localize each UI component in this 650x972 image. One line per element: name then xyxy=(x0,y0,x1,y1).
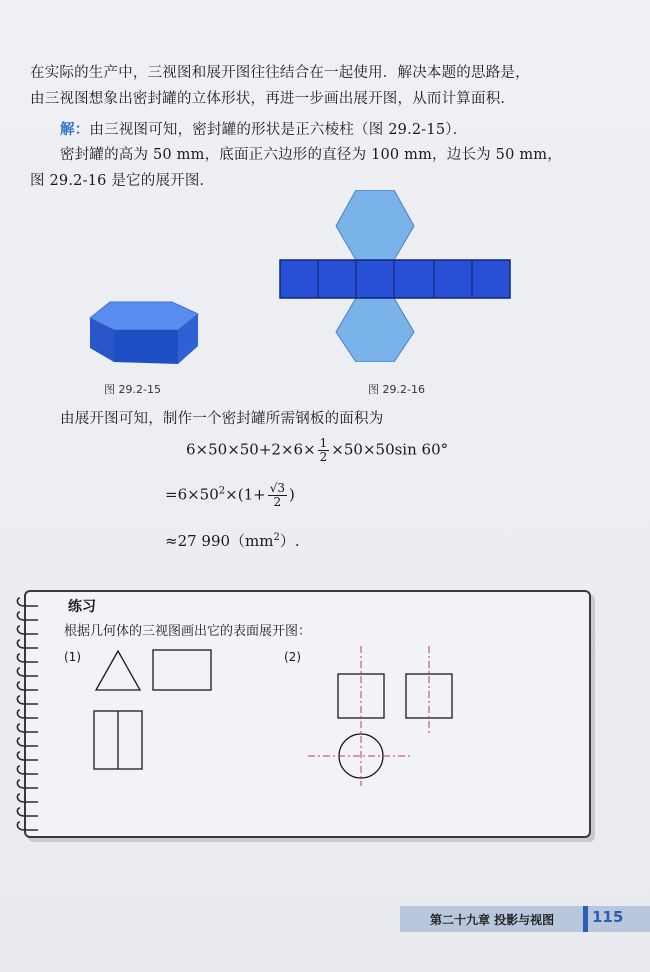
eq3-part-a: ≈27 990（mm xyxy=(165,532,274,550)
eq1-fraction xyxy=(318,437,330,464)
footer-divider xyxy=(583,906,588,932)
net-bottom-hexagon xyxy=(336,298,414,362)
net-lateral-strip xyxy=(280,260,510,298)
exercise-label-1: (1) xyxy=(64,650,81,664)
paragraph-line-6: 由展开图可知，制作一个密封罐所需钢板的面积为 xyxy=(60,411,384,427)
exercise-instruction: 根据几何体的三视图画出它的表面展开图： xyxy=(64,624,312,639)
page-number: 115 xyxy=(592,908,624,926)
ex1-side-view-rectangle xyxy=(153,650,211,690)
eq2-fraction xyxy=(268,482,287,509)
eq2-denominator: 2 xyxy=(273,495,282,509)
paragraph-line-4: 密封罐的高为 50 mm，底面正六边形的直径为 100 mm，边长为 50 mm， xyxy=(60,147,562,163)
eq2-part-c: ) xyxy=(288,485,295,504)
spiral-binding xyxy=(16,592,40,834)
paragraph-line-5: 图 29.2-16 是它的展开图． xyxy=(30,173,215,189)
exercise-1-views xyxy=(90,645,220,775)
eq1-part-a: 6×50×50+2×6× xyxy=(186,440,316,459)
paragraph-line-2: 由三视图想象出密封罐的立体形状，再进一步画出展开图，从而计算面积． xyxy=(30,91,516,107)
eq2-part-b: ×(1+ xyxy=(225,485,266,504)
eq2-numerator: √3 xyxy=(269,481,285,495)
exercise-label-2: (2) xyxy=(284,650,301,664)
chapter-title: 第二十九章 投影与视图 xyxy=(430,913,555,927)
eq1-denominator: 2 xyxy=(319,450,328,464)
exercise-title: 练习 xyxy=(68,599,96,615)
eq3-superscript: 2 xyxy=(273,532,280,543)
eq2-part-a: =6×50 xyxy=(165,485,219,504)
solution-label: 解： xyxy=(60,121,90,138)
equation-2 xyxy=(165,482,295,509)
figure-caption-16: 图 29.2-16 xyxy=(368,383,425,396)
equation-3 xyxy=(165,530,300,551)
hexagonal-prism-figure xyxy=(86,294,204,372)
prism-front-face xyxy=(114,330,178,364)
ex1-front-view-triangle xyxy=(96,651,140,690)
prism-top-face xyxy=(90,302,198,330)
exercise-2-views xyxy=(300,640,470,790)
ex2-centerlines xyxy=(308,646,429,786)
prism-net-figure xyxy=(278,190,512,362)
equation-1 xyxy=(186,437,448,464)
net-top-hexagon xyxy=(336,190,414,260)
eq1-part-b: ×50×50sin 60° xyxy=(331,440,449,459)
paragraph-line-1: 在实际的生产中，三视图和展开图往往结合在一起使用．解决本题的思路是， xyxy=(30,65,530,81)
figure-caption-15: 图 29.2-15 xyxy=(104,383,161,396)
paragraph-solution xyxy=(60,118,467,142)
eq3-part-b: ）. xyxy=(279,532,300,550)
solution-text: 由三视图可知，密封罐的形状是正六棱柱（图 29.2-15）． xyxy=(89,122,468,138)
eq2-superscript: 2 xyxy=(218,485,226,497)
eq1-numerator: 1 xyxy=(319,436,328,450)
